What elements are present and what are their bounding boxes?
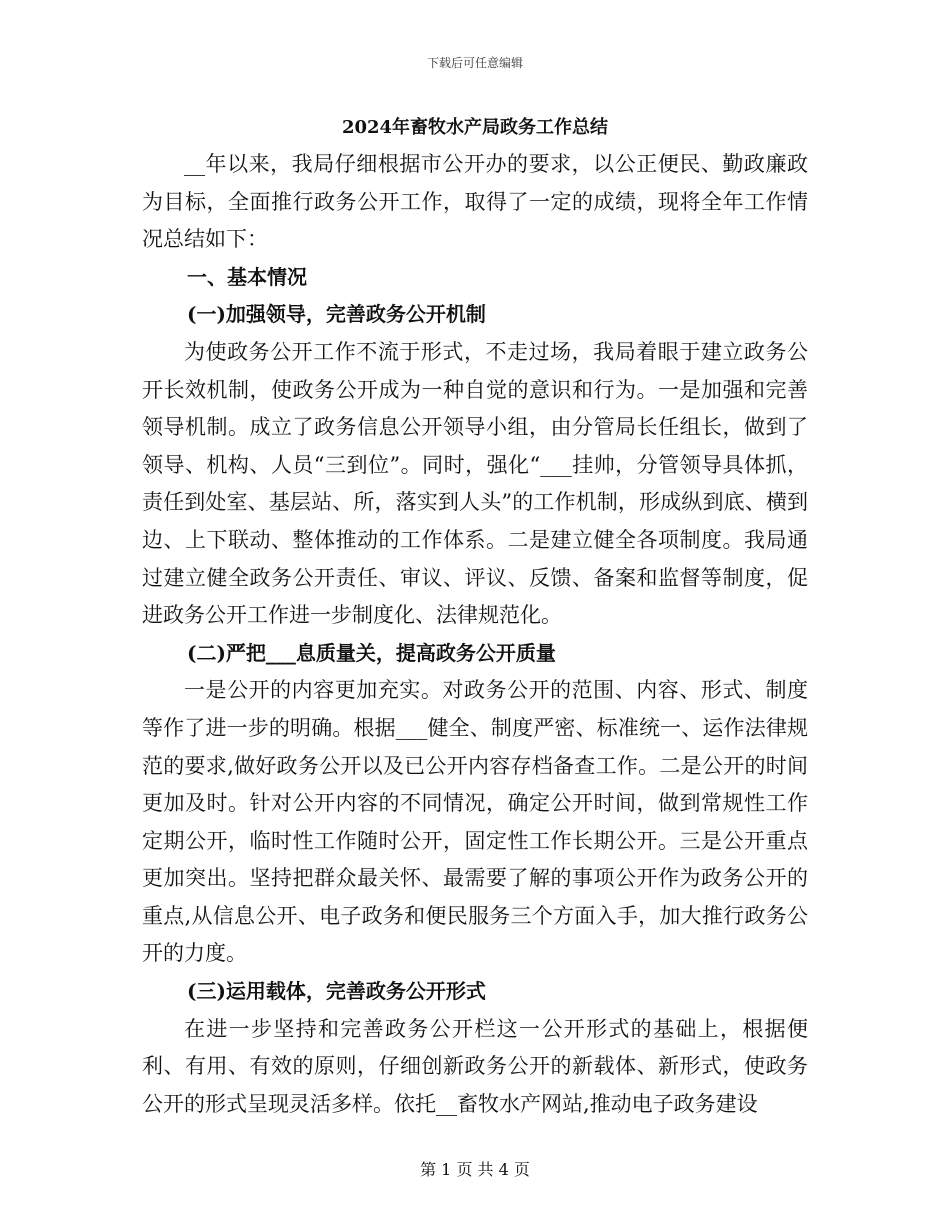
section-heading-basic: 一、基本情况 <box>187 264 307 289</box>
header-note: 下载后可任意编辑 <box>426 56 523 70</box>
page-number: 第 1 页 共 4 页 <box>420 1160 530 1179</box>
subsection-body-1: 为使政务公开工作不流于形式，不走过场，我局着眼于建立政务公开长效机制，使政务公开成为一种自觉的意识和行为。一是加强和完善领导机制。成立了政务信息公开领导小组，由分管局长任组长，做到了领导、机构、人员“三到位”。同时，强化“___挂帅，分管领导具体抓，责任到处室、基层站、所，落实到人头”的工作机制，形成纵到底、横到边、上下联动、整体推动的工作体系。二是建立健全各项制度。我局通过建立健全政务公开责任、审议、评议、反馈、备案和监督等制度，促进政务公开工作进一步制度化、法律规范化。 <box>142 339 808 628</box>
intro-paragraph: __年以来，我局仔细根据市公开办的要求，以公正便民、勤政廉政为目标，全面推行政务公开工作，取得了一定的成绩，现将全年工作情况总结如下： <box>142 152 808 252</box>
subsection-body-3: 在进一步坚持和完善政务公开栏这一公开形式的基础上，根据便利、有用、有效的原则，仔细创新政务公开的新载体、新形式，使政务公开的形式呈现灵活多样。依托__畜牧水产网站,推动电子政务建设 <box>142 1016 808 1116</box>
subsection-heading-1: (一)加强领导，完善政务公开机制 <box>187 302 486 327</box>
subsection-heading-2: (二)严把___息质量关，提高政务公开质量 <box>187 640 556 665</box>
document-title: 2024年畜牧水产局政务工作总结 <box>341 117 609 138</box>
subsection-heading-3: (三)运用载体，完善政务公开形式 <box>187 979 486 1004</box>
subsection-body-2: 一是公开的内容更加充实。对政务公开的范围、内容、形式、制度等作了进一步的明确。根据___健全、制度严密、标准统一、运作法律规范的要求,做好政务公开以及已公开内容存档备查工作。二是公开的时间更加及时。针对公开内容的不同情况，确定公开时间，做到常规性工作定期公开，临时性工作随时公开，固定性工作长期公开。三是公开重点更加突出。坚持把群众最关怀、最需要了解的事项公开作为政务公开的重点,从信息公开、电子政务和便民服务三个方面入手，加大推行政务公开的力度。 <box>142 678 808 966</box>
document-body <box>142 112 808 1123</box>
